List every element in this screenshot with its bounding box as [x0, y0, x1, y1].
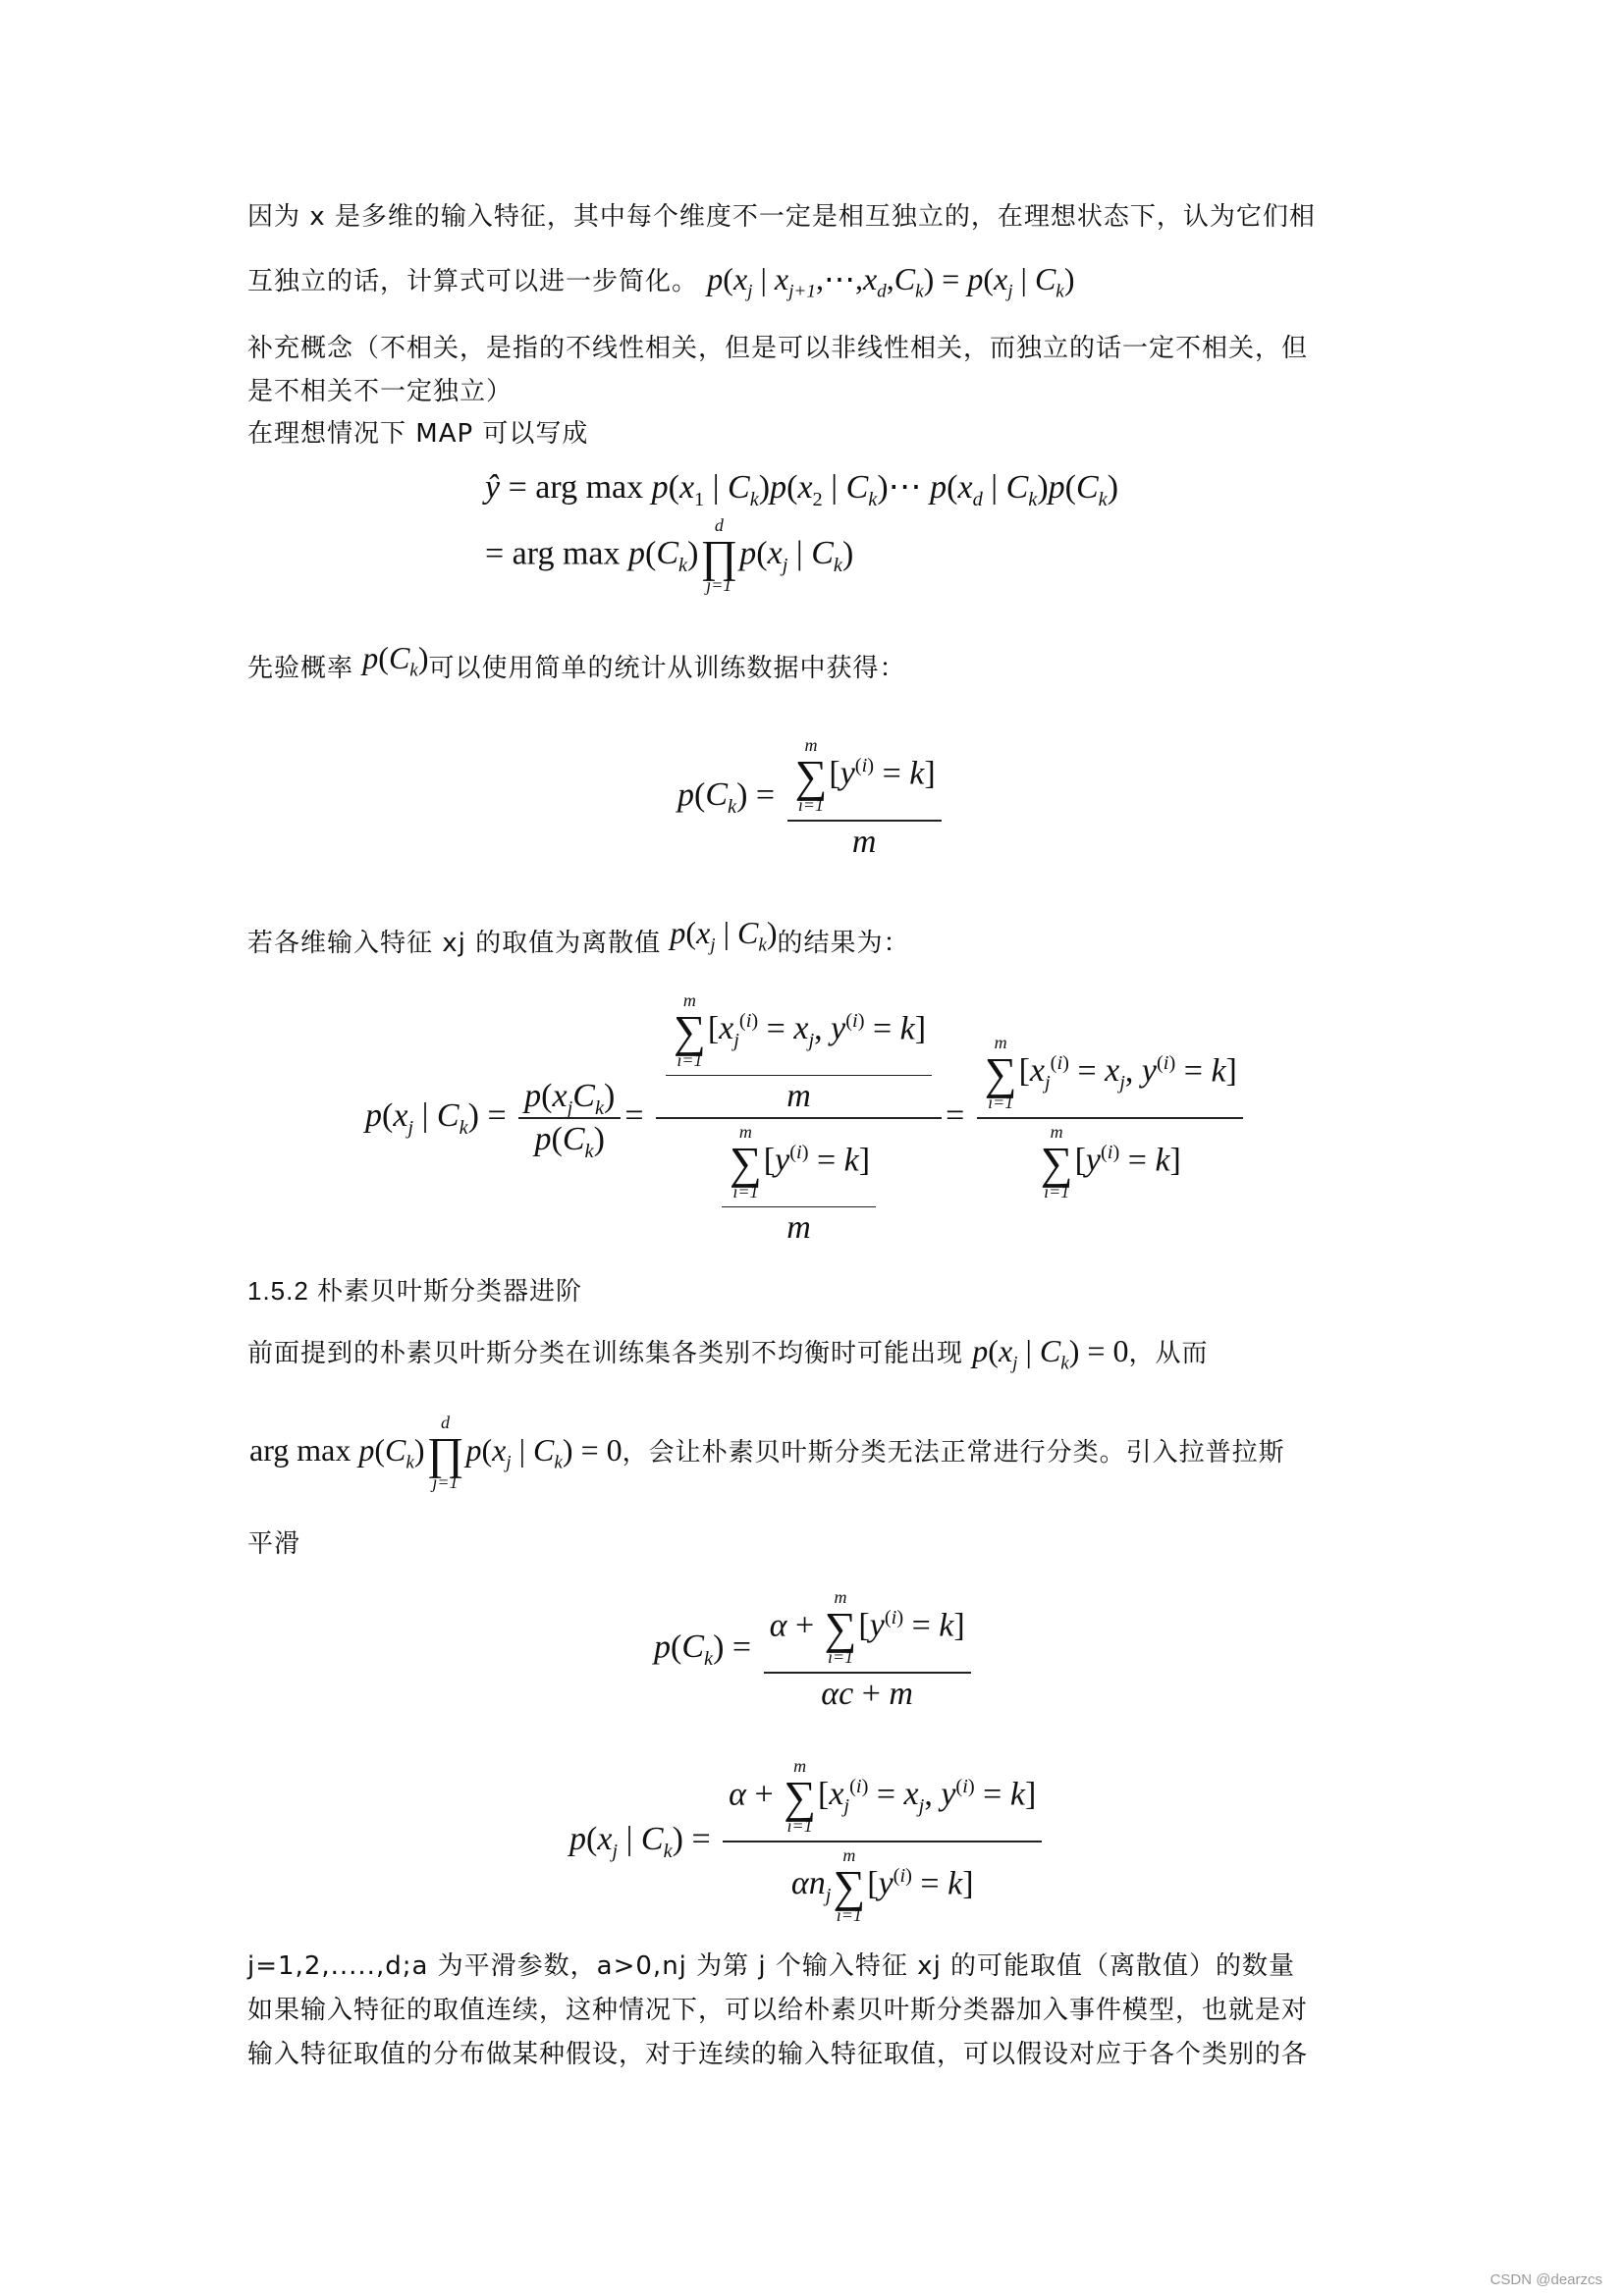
discrete-prefix: 若各维输入特征 xj 的取值为离散值 [247, 929, 662, 958]
paragraph-note-line1: 补充概念（不相关，是指的不线性相关，但是可以非线性相关，而独立的话一定不相关，但 [247, 334, 1309, 363]
prior-prefix: 先验概率 [247, 654, 354, 683]
prior-suffix: 可以使用简单的统计从训练数据中获得： [428, 654, 906, 683]
equation-prior: $p(C_k)$ = m ∑ i=1 $[y^{(i)} = k]$ m [677, 736, 946, 859]
advanced-suffix: ，从而 [1128, 1339, 1209, 1368]
inline-zero-prob: $p(x_j$ | $C_k) = 0$ [972, 1333, 1129, 1374]
equation-independence: $p(x_j$ | $x_{j+1},\cdots,x_d,C_k) = p(x_j$ | $C_k$) [707, 261, 1075, 302]
watermark: CSDN @dearzcs [1489, 2271, 1602, 2288]
paragraph-discrete [247, 915, 910, 958]
paragraph-text: 互独立的话，计算式可以进一步简化。 [247, 267, 699, 296]
advanced-line2-text: ，会让朴素贝叶斯分类无法正常进行分类。引入拉普拉斯 [622, 1437, 1285, 1468]
paragraph-advanced-line3: 平滑 [247, 1529, 301, 1559]
equation-likelihood: $p(x_j$ | $C_k$) = $\frac{p(x_jC_k)}{p(C_k)}$ = m ∑ i=1 [$x_j^{(i)} = x_j$, $y^{(i)} = k$] m m ∑ i=1 $[y^{(i)} = k]$ m = m ∑ i=1 [$x_j^{(i)} = x_j$, $y^{(i)} = k$] m ∑ i=1 $[y^{(i)} = k]$ [365, 991, 1247, 1245]
equation-map-line2: = arg $\max p(C_k)$ d ∏ j=1 $p(x_j$ | $C_k$) [485, 515, 854, 596]
paragraph-continuous-line2: 输入特征取值的分布做某种假设，对于连续的输入特征取值，可以假设对应于各个类别的各 [247, 2040, 1309, 2069]
paragraph-continuous-line1: 如果输入特征的取值连续，这种情况下，可以给朴素贝叶斯分类器加入事件模型，也就是对 [247, 1996, 1309, 2025]
inline-argmax-zero: arg $\max p(C_k)$ d ∏ j=1 $p(x_j$ | $C_k) = 0$ [249, 1413, 623, 1493]
paragraph-parameters: j=1,2,.....,d;a 为平滑参数，a>0,nj 为第 j 个输入特征 xj 的可能取值（离散值）的数量 [247, 1951, 1296, 1981]
inline-prior: $p(C_k)$ [362, 640, 429, 681]
equation-laplace-likelihood: $p(x_j$ | $C_k$) = α + m ∑ i=1 [$x_j^{(i)} = x_j$, $y^{(i)} = k$] $\alpha n_j$ m ∑ i=1 $[y^{(i)} = k]$ [569, 1757, 1046, 1926]
discrete-suffix: 的结果为： [777, 929, 910, 958]
equation-laplace-prior: $p(C_k)$ = α + m ∑ i=1 $[y^{(i)} = k]$ αc + m [654, 1588, 975, 1711]
paragraph-advanced-line1 [247, 1333, 1209, 1374]
product-operator: d ∏ j=1 [700, 515, 738, 596]
paragraph-advanced-line2 [249, 1414, 1285, 1493]
paragraph-independence-line1: 因为 x 是多维的输入特征，其中每个维度不一定是相互独立的，在理想状态下，认为它们相 [247, 202, 1316, 232]
paragraph-prior [247, 640, 906, 683]
inline-likelihood: $p(x_j$ | $C_k$) [670, 915, 778, 956]
paragraph-map-intro: 在理想情况下 MAP 可以写成 [247, 419, 589, 449]
equation-map-line1: ŷ = arg $\max p(x_1$ | $C_k)p(x_2$ | $C_k)\cdots$ $p(x_d$ | $C_k)p(C_k)$ [485, 469, 1119, 510]
advanced-text: 前面提到的朴素贝叶斯分类在训练集各类别不均衡时可能出现 [247, 1339, 964, 1368]
paragraph-note-line2: 是不相关不一定独立） [247, 377, 514, 406]
paragraph-independence-line2 [247, 261, 1075, 302]
section-heading: 1.5.2 朴素贝叶斯分类器进阶 [247, 1276, 583, 1306]
